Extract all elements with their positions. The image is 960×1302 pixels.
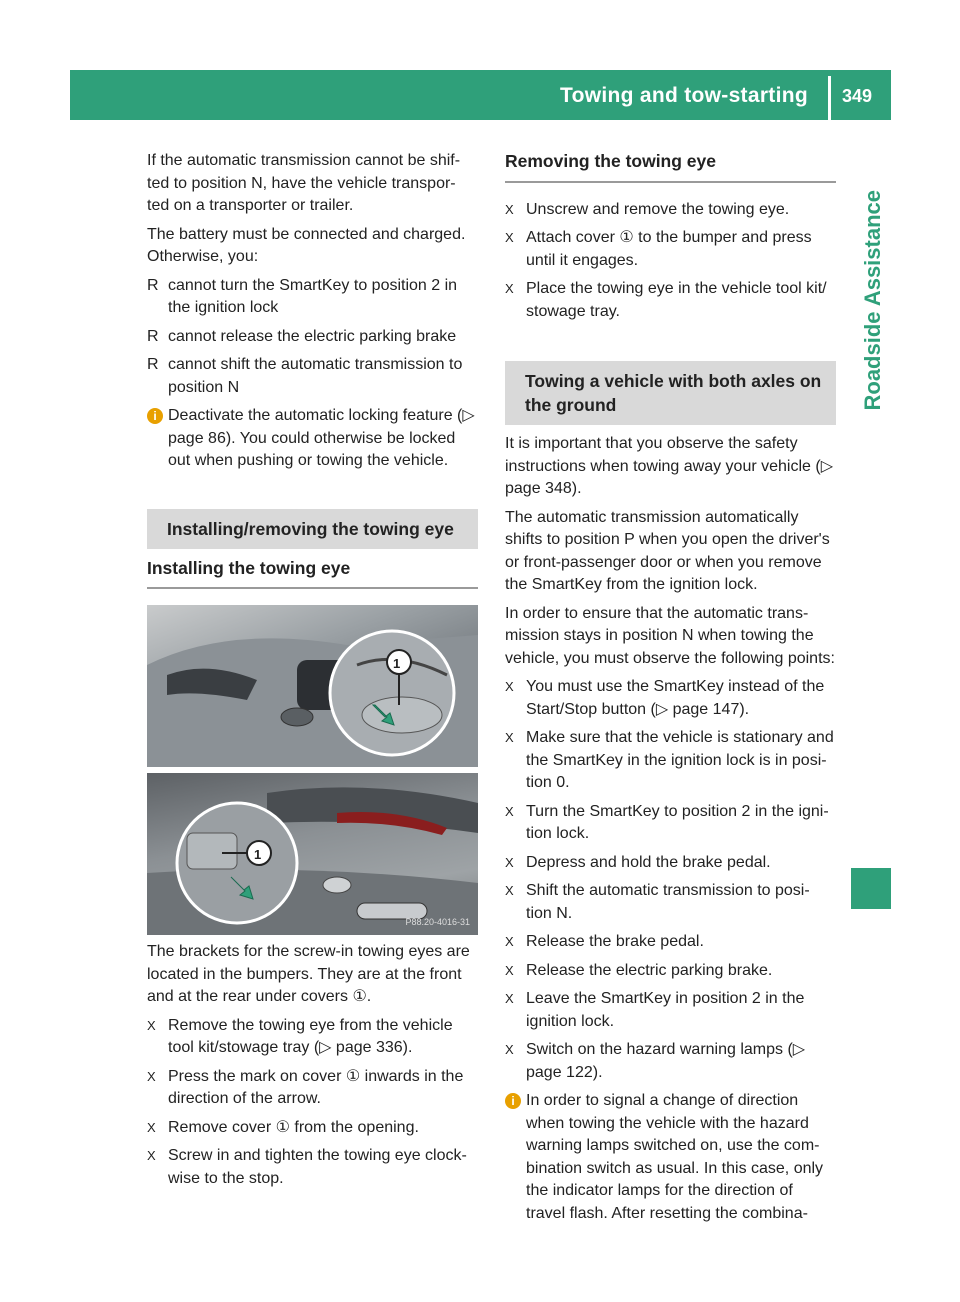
triangle-right-icon: X — [505, 730, 514, 745]
side-tab-block — [851, 868, 891, 909]
triangle-right-icon: X — [505, 962, 514, 978]
step-item: X Leave the SmartKey in position 2 in the ignition lock. — [505, 990, 805, 1030]
triangle-right-icon: X — [505, 803, 514, 819]
triangle-right-icon: X — [505, 854, 514, 870]
step-item: X Depress and hold the brake pedal. — [505, 852, 836, 875]
section-heading: Towing a vehicle with both axles on the ground — [505, 361, 836, 425]
step-item: X Attach cover ① to the bumper and press until it engages. — [505, 229, 812, 269]
header-divider — [828, 76, 831, 120]
section-heading: Installing/removing the towing eye — [147, 509, 478, 549]
figure-code: P88.20-4016-31 — [405, 916, 470, 927]
front-bumper-image — [147, 605, 478, 767]
triangle-right-icon: X — [505, 201, 514, 217]
info-icon: i — [505, 1093, 521, 1109]
triangle-right-icon: X — [505, 991, 514, 1006]
triangle-right-icon: X — [147, 1017, 156, 1033]
step-item: X Make sure that the vehicle is stationary and the SmartKey in the ignition lock is in posi- tion 0. — [505, 729, 834, 791]
right-column — [505, 150, 836, 1231]
callout-1: 1 — [254, 847, 262, 862]
step-item: X Release the electric parking brake. — [505, 960, 836, 983]
page-header-title: Towing and tow-starting — [560, 84, 808, 107]
triangle-right-icon: X — [505, 883, 514, 898]
step-item: X Remove the towing eye from the vehicle tool kit/stowage tray (▷ page 336). — [147, 1016, 453, 1056]
paragraph: The automatic transmission automatically shifts to position P when you open the driver's or front-passenger door or when you remove the SmartKey from the ignition lock. — [505, 508, 830, 593]
triangle-right-icon: X — [147, 1148, 156, 1163]
paragraph: If the automatic transmission cannot be shif- ted to position N, have the vehicle transpor- ted on a transporter or trailer. — [147, 152, 461, 214]
r-bullet-icon: R — [147, 356, 159, 373]
left-column — [147, 150, 478, 1196]
info-icon: i — [147, 408, 163, 424]
front-bumper-illustration — [147, 605, 478, 767]
side-section-label: Roadside Assistance — [860, 190, 885, 411]
list-item: R cannot turn the SmartKey to position 2 in the ignition lock — [147, 276, 458, 316]
triangle-right-icon: X — [505, 679, 514, 694]
step-item: X You must use the SmartKey instead of the Start/Stop button (▷ page 147). — [505, 678, 825, 718]
triangle-right-icon: X — [147, 1068, 156, 1084]
triangle-right-icon: X — [147, 1119, 156, 1135]
step-item: X Remove cover ① from the opening. — [147, 1117, 478, 1140]
step-item: X Shift the automatic transmission to posi- tion N. — [505, 882, 810, 922]
paragraph: The battery must be connected and charged. Otherwise, you: — [147, 225, 466, 265]
step-item: X Screw in and tighten the towing eye clock- wise to the stop. — [147, 1147, 467, 1187]
paragraph: It is important that you observe the safety instructions when towing away your vehicle (▷ page 348). — [505, 435, 834, 497]
triangle-right-icon: X — [505, 281, 514, 296]
triangle-right-icon: X — [505, 934, 514, 949]
subsection-heading: Removing the towing eye — [505, 150, 836, 183]
subsection-heading: Installing the towing eye — [147, 557, 478, 590]
r-bullet-icon: R — [147, 327, 159, 345]
step-item: X Press the mark on cover ① inwards in the direction of the arrow. — [147, 1067, 464, 1107]
list-item: R cannot shift the automatic transmission to position N — [147, 356, 463, 396]
paragraph: The brackets for the screw-in towing eyes are located in the bumpers. They are at the front and at the rear under covers ①. — [147, 943, 470, 1005]
triangle-right-icon: X — [505, 230, 514, 245]
info-note: i In order to signal a change of direction when towing the vehicle with the hazard warning lamps switched on, use the com- bination switch as usual. In this case, only the indicator lamps for the direction of travel flash. After resetting the combina- — [505, 1090, 836, 1225]
info-note: i Deactivate the automatic locking feature (▷ page 86). You could otherwise be locked out when pushing or towing the vehicle. — [147, 405, 478, 473]
step-item: X Unscrew and remove the towing eye. — [505, 199, 836, 222]
list-item: R cannot release the electric parking brake — [147, 326, 478, 349]
paragraph: In order to ensure that the automatic trans- mission stays in position N when towing the vehicle, you must observe the following points: — [505, 604, 835, 667]
step-item: X Release the brake pedal. — [505, 931, 836, 954]
callout-1: 1 — [393, 656, 401, 671]
step-item: X Turn the SmartKey to position 2 in the igni- tion lock. — [505, 802, 829, 842]
step-item: X Place the towing eye in the vehicle tool kit/ stowage tray. — [505, 280, 827, 320]
rear-bumper-image — [147, 773, 478, 935]
page-number: 349 — [842, 86, 873, 106]
step-item: X Switch on the hazard warning lamps (▷ page 122). — [505, 1041, 806, 1081]
r-bullet-icon: R — [147, 276, 159, 294]
triangle-right-icon: X — [505, 1042, 514, 1057]
